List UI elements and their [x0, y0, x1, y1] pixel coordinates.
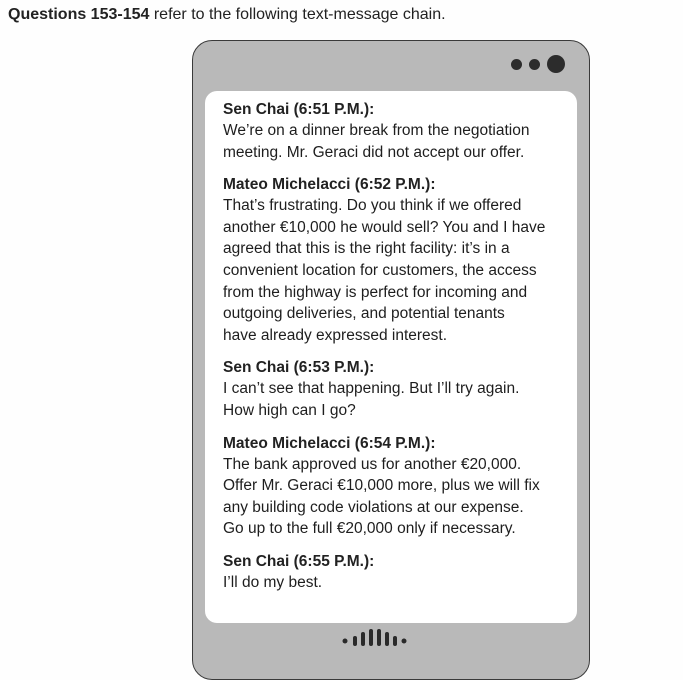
message-line: Offer Mr. Geraci €10,000 more, plus we will fix — [223, 477, 540, 495]
dots-icon — [511, 55, 565, 73]
message — [223, 357, 561, 421]
message-line: I can’t see that happening. But I’ll try again. — [223, 380, 520, 398]
camera-dot-icon — [547, 55, 565, 73]
phone-frame — [192, 40, 590, 680]
message-sender: Sen Chai (6:51 P.M.): — [223, 101, 375, 118]
message-line: The bank approved us for another €20,000. — [223, 455, 522, 473]
message — [223, 433, 561, 540]
message-sender: Mateo Michelacci (6:52 P.M.): — [223, 176, 436, 194]
message-line: outgoing deliveries, and potential tenants — [223, 305, 505, 323]
message — [223, 551, 561, 594]
speaker-grille-icon — [341, 625, 441, 649]
message-line: agreed that this is the right facility: it’s in a — [223, 240, 510, 258]
message — [223, 99, 561, 163]
message-sender: Sen Chai (6:53 P.M.): — [223, 359, 375, 377]
message-line: How high can I go? — [223, 401, 356, 419]
question-intro: refer to the following text-message chain. — [149, 6, 446, 23]
message-sender: Sen Chai (6:55 P.M.): — [223, 552, 375, 570]
message-line: Go up to the full €20,000 only if necessary. — [223, 520, 516, 538]
message-sender: Mateo Michelacci (6:54 P.M.): — [223, 434, 436, 452]
message-line: from the highway is perfect for incoming and — [223, 283, 528, 301]
message-screen — [205, 91, 577, 623]
message-line: another €10,000 he would sell? You and I have — [223, 218, 546, 236]
message-line: convenient location for customers, the access — [223, 261, 537, 279]
message-line: any building code violations at our expense. — [223, 498, 524, 516]
message-line: We’re on a dinner break from the negotiation — [223, 122, 530, 139]
message-line: That’s frustrating. Do you think if we offered — [223, 197, 522, 215]
question-number: Questions 153-154 — [8, 6, 150, 23]
small-dot-icon — [511, 59, 522, 70]
question-header — [8, 6, 446, 24]
message-line: I’ll do my best. — [223, 573, 323, 591]
message-line: have already expressed interest. — [223, 326, 448, 344]
small-dot-icon — [529, 59, 540, 70]
message — [223, 174, 561, 346]
message-line: meeting. Mr. Geraci did not accept our offer. — [223, 143, 525, 161]
